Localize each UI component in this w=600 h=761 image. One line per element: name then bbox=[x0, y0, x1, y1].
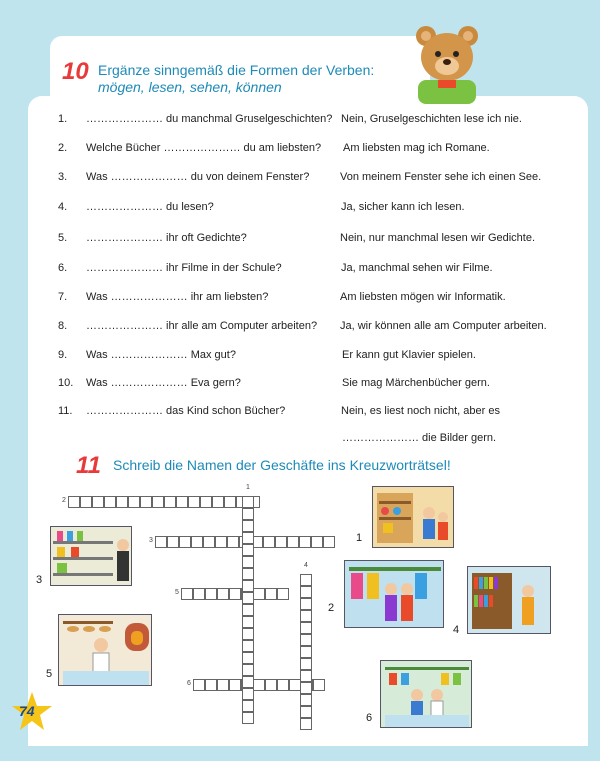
exercise-11-title: Schreib die Namen der Geschäfte ins Kreuzworträtsel! bbox=[113, 457, 451, 473]
picture-label-4: 4 bbox=[453, 624, 460, 636]
item-question[interactable]: Was ………………… ihr am liebsten? bbox=[86, 291, 269, 303]
item-number: 7. bbox=[58, 291, 68, 303]
crossword-cell[interactable] bbox=[242, 712, 254, 724]
crossword-cell[interactable] bbox=[277, 588, 289, 600]
item-answer: Er kann gut Klavier spielen. bbox=[342, 349, 476, 361]
item-number: 8. bbox=[58, 320, 68, 332]
exercise-10-number: 10 bbox=[62, 58, 89, 85]
crossword-cell[interactable] bbox=[253, 588, 265, 600]
picture-bakery bbox=[58, 614, 152, 686]
item-question[interactable]: ………………… ihr alle am Computer arbeiten? bbox=[86, 320, 318, 332]
crossword-cell[interactable] bbox=[229, 588, 241, 600]
item-answer: Am liebsten mögen wir Informatik. bbox=[340, 291, 506, 303]
exercise-11-number: 11 bbox=[76, 452, 101, 479]
crossword-cell[interactable] bbox=[193, 679, 205, 691]
item-answer: Ja, wir können alle am Computer arbeiten. bbox=[340, 320, 547, 332]
crossword-cell[interactable] bbox=[300, 706, 312, 718]
item-number: 10. bbox=[58, 377, 74, 389]
crossword-cell[interactable] bbox=[242, 508, 254, 520]
crossword-cell[interactable] bbox=[242, 496, 254, 508]
worksheet-page bbox=[10, 0, 600, 761]
item-question[interactable]: Was ………………… du von deinem Fenster? bbox=[86, 171, 310, 183]
item-answer: Nein, nur manchmal lesen wir Gedichte. bbox=[340, 232, 536, 244]
crossword-cell[interactable] bbox=[300, 682, 312, 694]
item-answer: Am liebsten mag ich Romane. bbox=[343, 142, 490, 154]
crossword-cell[interactable] bbox=[300, 586, 312, 598]
crossword-clue-number: 5 bbox=[175, 589, 179, 596]
crossword-cell[interactable] bbox=[300, 598, 312, 610]
crossword-clue-number: 6 bbox=[187, 680, 191, 687]
crossword-cell[interactable] bbox=[217, 679, 229, 691]
crossword-cell[interactable] bbox=[263, 536, 275, 548]
crossword-cell[interactable] bbox=[242, 652, 254, 664]
item-question[interactable]: ………………… ihr oft Gedichte? bbox=[86, 232, 247, 244]
exercise-10-verbs: mögen, lesen, sehen, können bbox=[98, 79, 282, 95]
crossword-cell[interactable] bbox=[205, 679, 217, 691]
crossword-cell[interactable] bbox=[265, 679, 277, 691]
crossword-cell[interactable] bbox=[300, 622, 312, 634]
crossword-clue-number: 3 bbox=[149, 537, 153, 544]
page-number: 74 bbox=[19, 703, 35, 719]
crossword-cell[interactable] bbox=[313, 679, 325, 691]
picture-label-2: 2 bbox=[328, 602, 335, 614]
crossword-cell[interactable] bbox=[242, 520, 254, 532]
crossword-cell[interactable] bbox=[300, 718, 312, 730]
item-answer: Sie mag Märchenbücher gern. bbox=[342, 377, 490, 389]
crossword-cell[interactable] bbox=[200, 496, 212, 508]
crossword-cell[interactable] bbox=[242, 556, 254, 568]
crossword-cell[interactable] bbox=[300, 574, 312, 586]
crossword-cell[interactable] bbox=[205, 588, 217, 600]
item-number: 4. bbox=[58, 201, 68, 213]
crossword-cell[interactable] bbox=[179, 536, 191, 548]
crossword-cell[interactable] bbox=[287, 536, 299, 548]
crossword-cell[interactable] bbox=[104, 496, 116, 508]
item-number: 11. bbox=[58, 405, 73, 417]
item-number: 2. bbox=[58, 142, 68, 154]
crossword-cell[interactable] bbox=[191, 536, 203, 548]
crossword-cell[interactable] bbox=[164, 496, 176, 508]
item-number: 5. bbox=[58, 232, 68, 244]
crossword-cell[interactable] bbox=[188, 496, 200, 508]
crossword-cell[interactable] bbox=[229, 679, 241, 691]
crossword-cell[interactable] bbox=[68, 496, 80, 508]
crossword-cell[interactable] bbox=[242, 532, 254, 544]
crossword-cell[interactable] bbox=[242, 676, 254, 688]
item-answer: Ja, sicher kann ich lesen. bbox=[341, 201, 465, 213]
item-question[interactable]: Was ………………… Eva gern? bbox=[86, 377, 241, 389]
item-question[interactable]: ………………… das Kind schon Bücher? bbox=[86, 405, 286, 417]
crossword-cell[interactable] bbox=[215, 536, 227, 548]
item-answer: Nein, es liest noch nicht, aber es bbox=[341, 405, 500, 417]
picture-label-6: 6 bbox=[366, 712, 373, 724]
picture-supermarket bbox=[50, 526, 132, 586]
crossword-cell[interactable] bbox=[300, 694, 312, 706]
item-question[interactable]: Welche Bücher ………………… du am liebsten? bbox=[86, 142, 322, 154]
crossword-cell[interactable] bbox=[152, 496, 164, 508]
picture-label-5: 5 bbox=[46, 668, 53, 680]
item-number: 1. bbox=[58, 113, 68, 125]
exercise-10-last-line: ………………… die Bilder gern. bbox=[342, 432, 497, 444]
item-number: 9. bbox=[58, 349, 68, 361]
crossword-cell[interactable] bbox=[181, 588, 193, 600]
crossword-cell[interactable] bbox=[277, 679, 289, 691]
picture-bookshop bbox=[467, 566, 551, 634]
item-answer: Ja, manchmal sehen wir Filme. bbox=[341, 262, 493, 274]
item-question[interactable]: ………………… du manchmal Gruselgeschichten? bbox=[86, 113, 333, 125]
item-answer: Nein, Gruselgeschichten lese ich nie. bbox=[341, 113, 522, 125]
crossword-cell[interactable] bbox=[242, 616, 254, 628]
crossword-cell[interactable] bbox=[128, 496, 140, 508]
crossword-cell[interactable] bbox=[300, 646, 312, 658]
crossword-cell[interactable] bbox=[155, 536, 167, 548]
crossword-cell[interactable] bbox=[242, 700, 254, 712]
crossword-cell[interactable] bbox=[80, 496, 92, 508]
crossword-cell[interactable] bbox=[116, 496, 128, 508]
item-question[interactable]: Was ………………… Max gut? bbox=[86, 349, 236, 361]
crossword-cell[interactable] bbox=[253, 679, 265, 691]
crossword-cell[interactable] bbox=[242, 628, 254, 640]
crossword-cell[interactable] bbox=[299, 536, 311, 548]
crossword-cell[interactable] bbox=[242, 640, 254, 652]
crossword-cell[interactable] bbox=[300, 670, 312, 682]
crossword-cell[interactable] bbox=[242, 580, 254, 592]
crossword-clue-number: 4 bbox=[304, 562, 308, 569]
crossword-cell[interactable] bbox=[242, 688, 254, 700]
crossword-cell[interactable] bbox=[300, 634, 312, 646]
crossword-cell[interactable] bbox=[311, 536, 323, 548]
picture-clothes-shop bbox=[344, 560, 444, 628]
exercise-10-title: Ergänze sinngemäß die Formen der Verben: bbox=[98, 62, 375, 78]
item-number: 3. bbox=[58, 171, 68, 183]
crossword-cell[interactable] bbox=[242, 604, 254, 616]
crossword-cell[interactable] bbox=[242, 568, 254, 580]
crossword-cell[interactable] bbox=[323, 536, 335, 548]
crossword-cell[interactable] bbox=[193, 588, 205, 600]
item-number: 6. bbox=[58, 262, 68, 274]
crossword-cell[interactable] bbox=[217, 588, 229, 600]
crossword-cell[interactable] bbox=[300, 658, 312, 670]
crossword-cell[interactable] bbox=[242, 592, 254, 604]
teddy-bear-illustration bbox=[412, 22, 482, 104]
picture-label-1: 1 bbox=[356, 532, 363, 544]
crossword-cell[interactable] bbox=[212, 496, 224, 508]
picture-toy-shop bbox=[372, 486, 454, 548]
crossword-clue-number: 1 bbox=[246, 484, 250, 491]
crossword-cell[interactable] bbox=[176, 496, 188, 508]
item-question[interactable]: ………………… ihr Filme in der Schule? bbox=[86, 262, 282, 274]
crossword-cell[interactable] bbox=[224, 496, 236, 508]
crossword-cell[interactable] bbox=[140, 496, 152, 508]
crossword-cell[interactable] bbox=[227, 536, 239, 548]
item-question[interactable]: ………………… du lesen? bbox=[86, 201, 214, 213]
crossword-cell[interactable] bbox=[242, 544, 254, 556]
crossword-cell[interactable] bbox=[242, 664, 254, 676]
item-answer: Von meinem Fenster sehe ich einen See. bbox=[340, 171, 542, 183]
crossword-cell[interactable] bbox=[167, 536, 179, 548]
crossword-clue-number: 2 bbox=[62, 497, 66, 504]
crossword-cell[interactable] bbox=[300, 610, 312, 622]
crossword-cell[interactable] bbox=[265, 588, 277, 600]
crossword-cell[interactable] bbox=[275, 536, 287, 548]
crossword-cell[interactable] bbox=[203, 536, 215, 548]
crossword-cell[interactable] bbox=[92, 496, 104, 508]
picture-pharmacy bbox=[380, 660, 472, 728]
picture-label-3: 3 bbox=[36, 574, 43, 586]
